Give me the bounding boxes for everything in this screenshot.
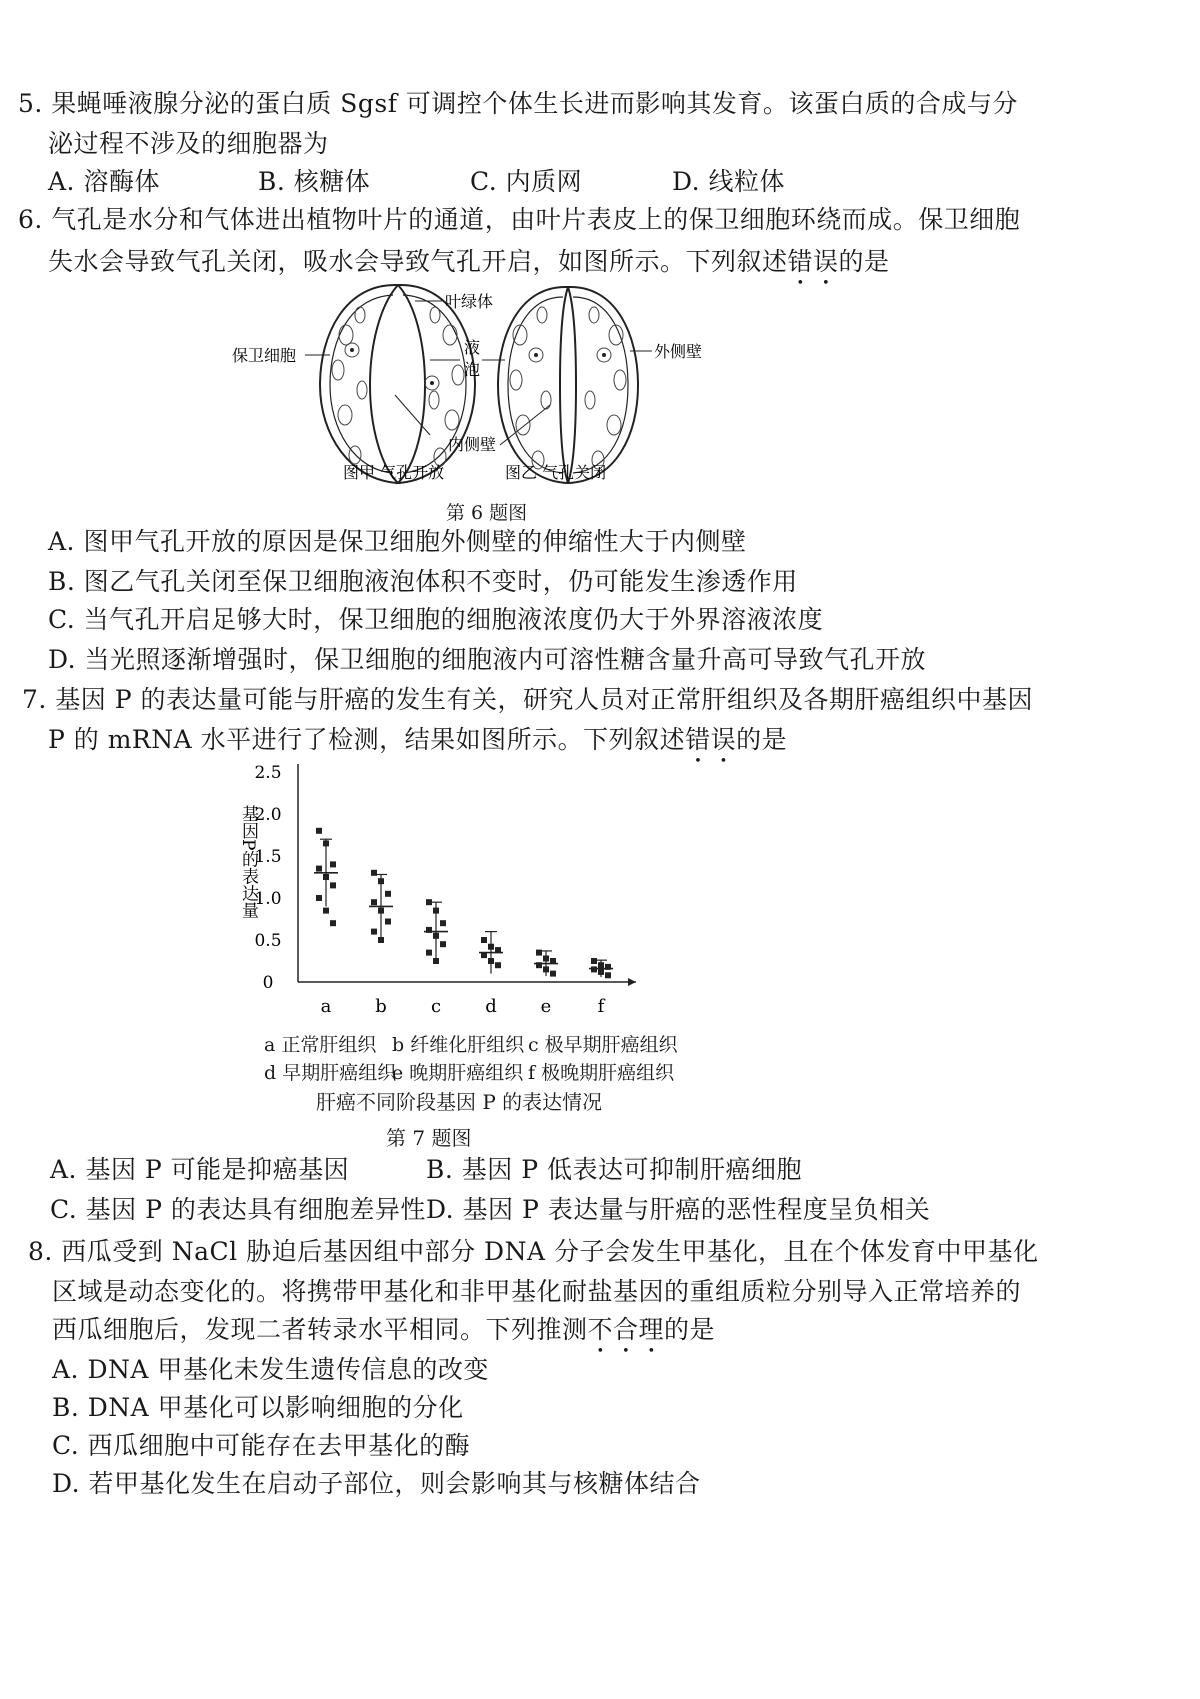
y-tick-label: 2.0 (254, 805, 282, 825)
q6-option-a: A. 图甲气孔开放的原因是保卫细胞外侧壁的伸缩性大于内侧壁 (48, 527, 747, 556)
q8-option-a: A. DNA 甲基化未发生遗传信息的改变 (52, 1355, 489, 1384)
guard-cell-diagram (220, 275, 703, 515)
q5-stem-line2: 泌过程不涉及的细胞器为 (48, 129, 329, 158)
q6-option-d: D. 当光照逐渐增强时，保卫细胞的细胞液内可溶性糖含量升高可导致气孔开放 (48, 645, 927, 674)
y-tick-label: 1.5 (254, 847, 282, 867)
x-tick-label: b (375, 996, 387, 1017)
data-point (605, 964, 611, 970)
x-tick-label: c (430, 996, 442, 1017)
data-point (605, 972, 611, 978)
data-point (440, 920, 446, 926)
data-point (426, 899, 432, 905)
q6-option-b: B. 图乙气孔关闭至保卫细胞液泡体积不变时，仍可能发生渗透作用 (48, 567, 798, 596)
data-point (371, 929, 377, 935)
data-point (550, 971, 556, 977)
q6-figure-title: 第 6 题图 (446, 502, 528, 524)
q8-stem-line1: 8. 西瓜受到 NaCl 胁迫后基因组中部分 DNA 分子会发生甲基化，且在个体发育中甲基化 (28, 1237, 1039, 1266)
data-point (433, 933, 439, 939)
q7-option-d: D. 基因 P 表达量与肝癌的恶性程度呈负相关 (426, 1195, 931, 1224)
data-point (598, 969, 604, 975)
data-point (433, 958, 439, 964)
q6-emphasis: 错误 (787, 247, 839, 276)
label-vacuole-1: 液 (464, 338, 481, 357)
q8-emphasis: 不合理 (587, 1315, 665, 1344)
q5-option-a: A. 溶酶体 (48, 167, 160, 196)
label-outer-wall: 外侧壁 (654, 342, 703, 361)
q6-stem-line1: 6. 气孔是水分和气体进出植物叶片的通道，由叶片表皮上的保卫细胞环绕而成。保卫细胞 (18, 205, 1021, 234)
q6-stem-line2: 失水会导致气孔关闭，吸水会导致气孔开启，如图所示。下列叙述错误的是 (48, 247, 890, 276)
x-tick-label: d (485, 996, 497, 1017)
q8-option-c: C. 西瓜细胞中可能存在去甲基化的酶 (52, 1431, 471, 1460)
data-point (330, 882, 336, 888)
chart-title: 肝癌不同阶段基因 P 的表达情况 (316, 1090, 603, 1114)
q7-stem-line1: 7. 基因 P 的表达量可能与肝癌的发生有关，研究人员对正常肝组织及各期肝癌组织中基因 (22, 685, 1034, 714)
data-point (385, 919, 391, 925)
q8-stem-line2: 区域是动态变化的。将携带甲基化和非甲基化耐盐基因的重组质粒分别导入正常培养的 (52, 1277, 1022, 1306)
data-point (426, 927, 432, 933)
data-point (378, 908, 384, 914)
y-tick-label: 0 (262, 973, 274, 993)
data-point (543, 966, 549, 972)
q8-option-d: D. 若甲基化发生在启动子部位，则会影响其与核糖体结合 (52, 1469, 701, 1498)
data-point (495, 962, 501, 968)
data-point (426, 950, 432, 956)
y-tick-label: 2.5 (254, 763, 282, 783)
q8-option-b: B. DNA 甲基化可以影响细胞的分化 (52, 1393, 464, 1422)
legend-e: e 晚期肝癌组织 (392, 1062, 524, 1084)
data-point (378, 878, 384, 884)
data-point (316, 828, 322, 834)
y-tick-label: 0.5 (254, 931, 282, 951)
data-point (323, 908, 329, 914)
data-point (378, 937, 384, 943)
legend-c: c 极早期肝癌组织 (528, 1034, 678, 1056)
q7-option-a: A. 基因 P 可能是抑癌基因 (50, 1155, 350, 1184)
data-point (371, 870, 377, 876)
q5-stem-line1: 5. 果蝇唾液腺分泌的蛋白质 Sgsf 可调控个体生长进而影响其发育。该蛋白质的合成与分 (18, 89, 1018, 118)
data-point (591, 966, 597, 972)
data-point (495, 947, 501, 953)
caption-figure-b: 图乙 气孔关闭 (505, 463, 607, 482)
legend-f: f 极晚期肝癌组织 (528, 1062, 675, 1084)
q7-option-c: C. 基因 P 的表达具有细胞差异性 (50, 1195, 426, 1224)
data-point (488, 944, 494, 950)
data-point (371, 899, 377, 905)
q5-option-b: B. 核糖体 (258, 167, 371, 196)
legend-a: a 正常肝组织 (264, 1034, 377, 1056)
x-tick-label: f (597, 996, 605, 1017)
q6-option-c: C. 当气孔开启足够大时，保卫细胞的细胞液浓度仍大于外界溶液浓度 (48, 605, 824, 634)
data-point (385, 891, 391, 897)
label-inner-wall: 内侧壁 (448, 435, 497, 454)
label-vacuole-2: 泡 (464, 360, 481, 379)
data-point (323, 874, 329, 880)
data-point (330, 861, 336, 867)
data-point (481, 937, 487, 943)
q7-emphasis: 错误 (685, 725, 737, 754)
data-point (316, 866, 322, 872)
label-guard-cell: 保卫细胞 (232, 346, 297, 365)
data-point (598, 962, 604, 968)
data-point (550, 958, 556, 964)
label-chloroplast: 叶绿体 (445, 292, 494, 311)
q7-stem-line2: P 的 mRNA 水平进行了检测，结果如图所示。下列叙述错误的是 (48, 725, 788, 754)
data-point (488, 958, 494, 964)
q5-option-c: C. 内质网 (470, 167, 583, 196)
data-point (316, 895, 322, 901)
data-point (433, 908, 439, 914)
q5-option-d: D. 线粒体 (672, 167, 786, 196)
data-point (543, 955, 549, 961)
caption-figure-a: 图甲 气孔开放 (343, 463, 445, 482)
y-tick-label: 1.0 (254, 889, 282, 909)
data-point (591, 958, 597, 964)
x-axis-arrow (628, 978, 636, 986)
q8-stem-line3: 西瓜细胞后，发现二者转录水平相同。下列推测不合理的是 (52, 1315, 716, 1344)
x-tick-label: e (540, 996, 552, 1017)
gene-p-expression-chart (230, 760, 670, 1060)
legend-b: b 纤维化肝组织 (392, 1034, 525, 1056)
x-tick-label: a (320, 996, 332, 1017)
y-axis-label: 基因P的表达量 (238, 805, 258, 919)
data-point (536, 962, 542, 968)
data-point (481, 952, 487, 958)
data-point (330, 920, 336, 926)
q7-figure-title: 第 7 题图 (386, 1126, 472, 1150)
data-point (323, 840, 329, 846)
data-point (536, 950, 542, 956)
legend-d: d 早期肝癌组织 (264, 1062, 397, 1084)
q7-option-b: B. 基因 P 低表达可抑制肝癌细胞 (426, 1155, 802, 1184)
data-point (440, 941, 446, 947)
